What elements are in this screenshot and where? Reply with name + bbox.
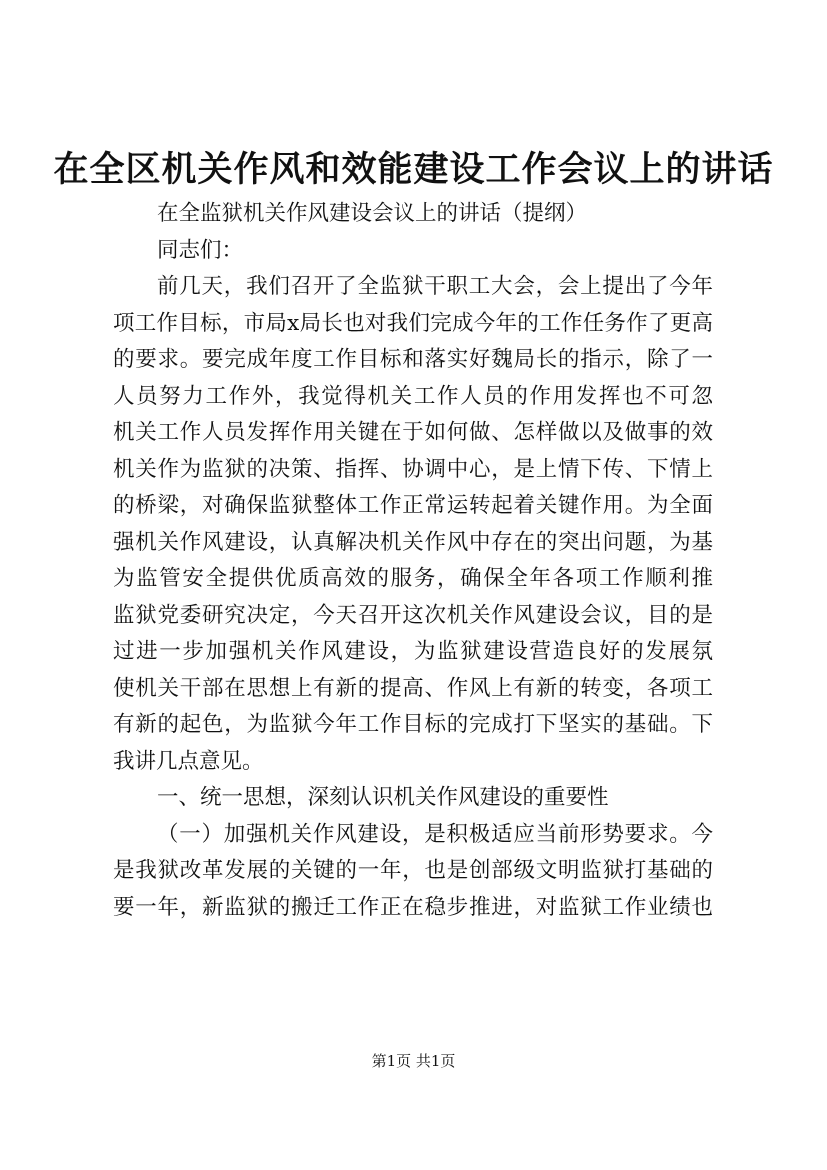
document-title: 在全区机关作风和效能建设工作会议上的讲话 <box>53 149 774 190</box>
paragraph-line: 过进一步加强机关作风建设，为监狱建设营造良好的发展氛 <box>113 639 713 664</box>
paragraph-line: 前几天，我们召开了全监狱干职工大会，会上提出了今年 <box>157 274 713 299</box>
section-heading: 一、统一思想，深刻认识机关作风建设的重要性 <box>157 785 609 810</box>
subtitle: 在全监狱机关作风建设会议上的讲话（提纲） <box>157 201 588 226</box>
paragraph-line: 机关工作人员发挥作用关键在于如何做、怎样做以及做事的效 <box>113 420 713 445</box>
paragraph-line: （一）加强机关作风建设，是积极适应当前形势要求。今 <box>157 821 713 847</box>
paragraph-line: 使机关干部在思想上有新的提高、作风上有新的转变，各项工 <box>113 675 713 701</box>
paragraph-line: 有新的起色，为监狱今年工作目标的完成打下坚实的基础。下 <box>113 712 713 737</box>
paragraph-line: 的要求。要完成年度工作目标和落实好魏局长的指示，除了一 <box>113 347 713 372</box>
paragraph-line: 强机关作风建设，认真解决机关作风中存在的突出问题，为基 <box>113 529 713 555</box>
paragraph-line: 人员努力工作外，我觉得机关工作人员的作用发挥也不可忽 <box>113 383 713 409</box>
paragraph-line: 是我狱改革发展的关键的一年，也是创部级文明监狱打基础的 <box>113 858 713 883</box>
salutation: 同志们： <box>157 237 244 263</box>
paragraph-line: 为监管安全提供优质高效的服务，确保全年各项工作顺利推 <box>113 566 713 591</box>
paragraph-line: 的桥梁，对确保监狱整体工作正常运转起着关键作用。为全面 <box>113 493 713 518</box>
paragraph-line: 监狱党委研究决定，今天召开这次机关作风建设会议，目的是 <box>113 602 713 628</box>
paragraph-line: 项工作目标，市局x局长也对我们完成今年的工作任务作了更高 <box>113 310 713 336</box>
document-body <box>113 196 713 926</box>
paragraph-line: 我讲几点意见。 <box>113 748 264 774</box>
paragraph-line: 要一年，新监狱的搬迁工作正在稳步推进，对监狱工作业绩也 <box>113 894 713 920</box>
page-footer: 第1页 共1页 <box>371 1052 456 1070</box>
paragraph-line: 机关作为监狱的决策、指挥、协调中心，是上情下传、下情上 <box>113 456 713 482</box>
